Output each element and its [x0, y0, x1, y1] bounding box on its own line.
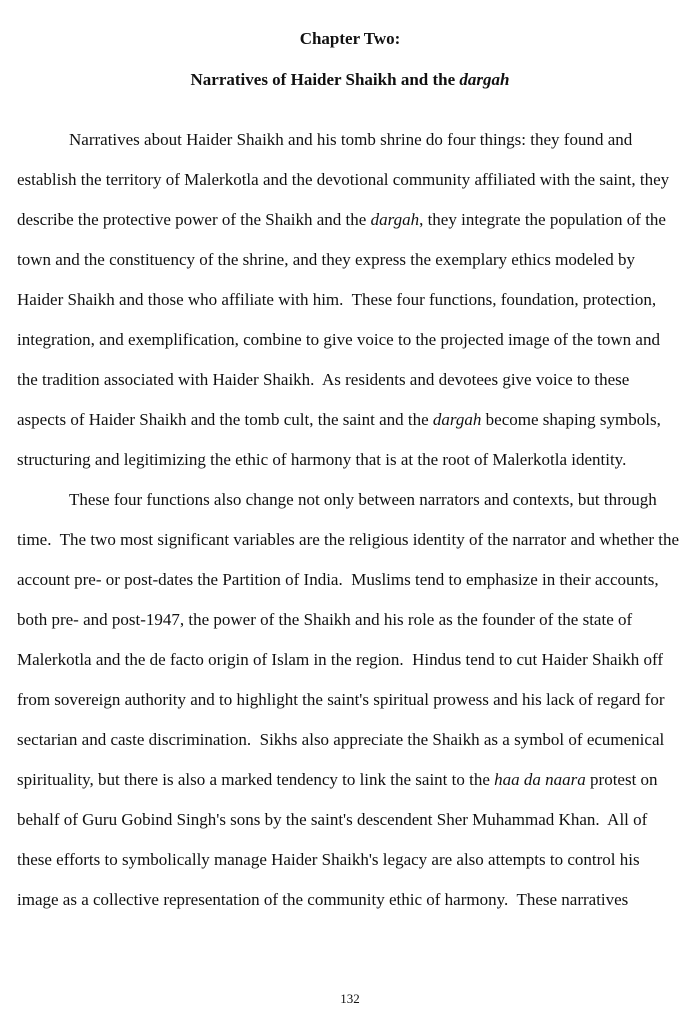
chapter-label	[0, 29, 700, 49]
text-line: image as a collective representation of the community ethic of harmony. These narratives	[17, 890, 629, 909]
chapter-title-italic: dargah	[459, 70, 510, 89]
text-line: Haider Shaikh and those who affiliate with him. These four functions, foundation, protection,	[17, 290, 657, 309]
italic-term: dargah	[370, 210, 420, 229]
italic-term: dargah	[432, 410, 482, 429]
chapter-title-main: Narratives of Haider Shaikh and the	[190, 70, 460, 89]
text-line: these efforts to symbolically manage Haider Shaikh's legacy are also attempts to control his	[17, 850, 640, 869]
chapter-title	[0, 70, 700, 90]
text-line: These four functions also change not only between narrators and contexts, but through	[69, 490, 657, 509]
text-line: both pre- and post-1947, the power of the Shaikh and his role as the founder of the state of	[17, 610, 633, 629]
text-line: the tradition associated with Haider Shaikh. As residents and devotees give voice to these	[17, 370, 630, 389]
text-line: account pre- or post-dates the Partition of India. Muslims tend to emphasize in their accounts,	[17, 570, 659, 589]
text-line: town and the constituency of the shrine, and they express the exemplary ethics modeled by	[17, 250, 635, 269]
italic-term: haa da naara	[494, 770, 586, 789]
chapter-label-text: Chapter Two:	[299, 29, 401, 48]
text-line: integration, and exemplification, combine to give voice to the projected image of the town and	[17, 330, 660, 349]
text-line: sectarian and caste discrimination. Sikhs also appreciate the Shaikh as a symbol of ecumenical	[17, 730, 665, 749]
page-number: 132	[340, 991, 360, 1006]
text-line: time. The two most significant variables are the religious identity of the narrator and whether the	[17, 530, 680, 549]
text-line: structuring and legitimizing the ethic of harmony that is at the root of Malerkotla identity.	[17, 450, 627, 469]
text-line: spirituality, but there is also a marked tendency to link the saint to the haa da naara protest on	[17, 770, 658, 789]
text-line: from sovereign authority and to highlight the saint's spiritual prowess and his lack of regard for	[17, 690, 665, 709]
text-line: behalf of Guru Gobind Singh's sons by the saint's descendent Sher Muhammad Khan. All of	[17, 810, 648, 829]
text-line: Narratives about Haider Shaikh and his tomb shrine do four things: they found and	[69, 130, 633, 149]
text-line: describe the protective power of the Shaikh and the dargah, they integrate the population of the	[17, 210, 666, 229]
text-line: establish the territory of Malerkotla and the devotional community affiliated with the saint, they	[17, 170, 670, 189]
text-line: aspects of Haider Shaikh and the tomb cult, the saint and the dargah become shaping symbols,	[17, 410, 661, 429]
text-line: Malerkotla and the de facto origin of Islam in the region. Hindus tend to cut Haider Shaikh off	[17, 650, 663, 669]
